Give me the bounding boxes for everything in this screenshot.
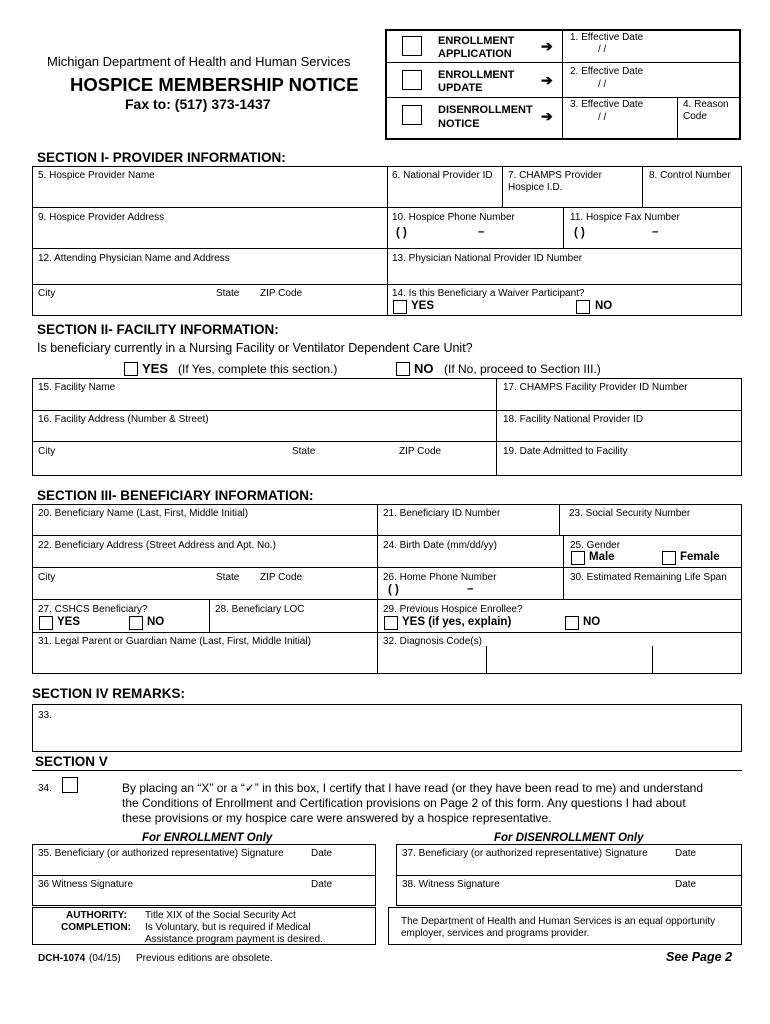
field-26-label: 26. Home Phone Number <box>383 572 497 583</box>
effective-date-1-field[interactable]: / / <box>598 44 607 55</box>
field-21-label: 21. Beneficiary ID Number <box>383 508 501 519</box>
field-31-label: 31. Legal Parent or Guardian Name (Last, First, Middle Initial) <box>38 636 311 647</box>
facility-yes-note: (If Yes, complete this section.) <box>178 362 338 376</box>
field-25-label: 25. Gender <box>570 540 621 551</box>
enrollment-application-checkbox[interactable] <box>402 36 422 56</box>
enrollment-application-label-1: ENROLLMENT <box>438 35 515 47</box>
certify-text-line-3: these provisions or my hospice care were answered by a hospice representative. <box>122 811 552 825</box>
disenrollment-notice-label-2: NOTICE <box>438 118 480 130</box>
prev-hospice-no-label: NO <box>583 616 601 628</box>
facility-question: Is beneficiary currently in a Nursing Facility or Ventilator Dependent Care Unit? <box>37 341 473 355</box>
cshcs-no-label: NO <box>147 616 165 628</box>
certify-text-line-1: By placing an “X” or a “✓” in this box, I certify that I have read (or they have been read to me) and understand <box>122 781 704 795</box>
completion-text-2: Assistance program payment is desired. <box>145 934 323 945</box>
effective-date-1-label: 1. Effective Date <box>570 32 644 43</box>
field-15-label: 15. Facility Name <box>38 382 116 393</box>
cshcs-no-checkbox[interactable] <box>129 616 143 630</box>
gender-female-label: Female <box>680 551 720 563</box>
enrollment-update-label-2: UPDATE <box>438 82 483 94</box>
hospice-fax-paren[interactable]: ( ) <box>574 227 585 239</box>
arrow-right-icon: ➔ <box>541 108 553 124</box>
section-3-title: SECTION III- BENEFICIARY INFORMATION: <box>37 488 314 503</box>
field-35-date-label: Date <box>311 848 333 859</box>
field-8-label: 8. Control Number <box>649 170 731 181</box>
gender-male-label: Male <box>589 551 615 563</box>
enrollment-only-header: For ENROLLMENT Only <box>142 832 273 844</box>
effective-date-2-field[interactable]: / / <box>598 79 607 90</box>
field-7-label-1: 7. CHAMPS Provider <box>508 170 602 181</box>
field-10-label: 10. Hospice Phone Number <box>392 212 515 223</box>
field-24-label: 24. Birth Date (mm/dd/yy) <box>383 540 497 551</box>
certify-checkbox[interactable] <box>62 777 78 793</box>
facility-no-note: (If No, proceed to Section III.) <box>444 362 601 376</box>
gender-male-checkbox[interactable] <box>571 551 585 565</box>
field-38-date-label: Date <box>675 879 697 890</box>
section-4-title: SECTION IV REMARKS: <box>32 686 186 701</box>
cshcs-yes-checkbox[interactable] <box>39 616 53 630</box>
effective-date-2-label: 2. Effective Date <box>570 66 644 77</box>
field-12-label: 12. Attending Physician Name and Address <box>38 253 230 264</box>
field-29-label: 29. Previous Hospice Enrollee? <box>383 604 523 615</box>
prev-hospice-yes-label: YES (if yes, explain) <box>402 616 512 628</box>
field-19-label: 19. Date Admitted to Facility <box>503 446 628 457</box>
facility-yes-label: YES <box>142 361 169 376</box>
field-13-label: 13. Physician National Provider ID Number <box>392 253 583 264</box>
field-30-label: 30. Estimated Remaining Life Span <box>570 572 727 583</box>
field-35-label: 35. Beneficiary (or authorized representative) Signature <box>38 848 284 859</box>
waiver-yes-checkbox[interactable] <box>393 300 407 314</box>
certify-text-line-2: the Conditions of Enrollment and Certification provisions on Page 2 of this form. Any questions I had about <box>122 796 686 810</box>
reason-code-label-2: Code <box>683 111 707 122</box>
beneficiary-state-label: State <box>216 572 240 583</box>
beneficiary-city-label: City <box>38 572 56 583</box>
arrow-right-icon: ➔ <box>541 38 553 54</box>
facility-no-checkbox[interactable] <box>396 362 410 376</box>
facility-city-label: City <box>38 446 56 457</box>
facility-no-label: NO <box>414 361 434 376</box>
authority-label: AUTHORITY: <box>66 910 127 921</box>
waiver-no-checkbox[interactable] <box>576 300 590 314</box>
hospice-fax-dash: – <box>652 226 659 238</box>
field-32-label: 32. Diagnosis Code(s) <box>383 636 482 647</box>
field-38-label: 38. Witness Signature <box>402 879 500 890</box>
section-2-title: SECTION II- FACILITY INFORMATION: <box>37 322 279 337</box>
form-id: DCH-1074 <box>38 953 86 964</box>
beneficiary-zip-label: ZIP Code <box>260 572 303 583</box>
waiver-no-label: NO <box>595 300 613 312</box>
prev-hospice-no-checkbox[interactable] <box>565 616 579 630</box>
disenrollment-notice-checkbox[interactable] <box>402 105 422 125</box>
field-36-label: 36 Witness Signature <box>38 879 134 890</box>
arrow-right-icon: ➔ <box>541 72 553 88</box>
home-phone-paren[interactable]: ( ) <box>388 584 399 596</box>
form-revision: (04/15) <box>89 953 121 964</box>
zip-label: ZIP Code <box>260 288 303 299</box>
cshcs-yes-label: YES <box>57 616 81 628</box>
field-7-label-2: Hospice I.D. <box>508 182 563 193</box>
waiver-yes-label: YES <box>411 300 435 312</box>
field-23-label: 23. Social Security Number <box>569 508 691 519</box>
fax-number: Fax to: (517) 373-1437 <box>125 96 271 112</box>
section-3-table <box>32 504 742 674</box>
reason-code-label-1: 4. Reason <box>683 99 729 110</box>
gender-female-checkbox[interactable] <box>662 551 676 565</box>
facility-zip-label: ZIP Code <box>399 446 442 457</box>
enrollment-update-checkbox[interactable] <box>402 70 422 90</box>
authority-text: Title XIX of the Social Security Act <box>145 910 296 921</box>
city-label: City <box>38 288 56 299</box>
completion-label: COMPLETION: <box>61 922 131 933</box>
field-14-label: 14. Is this Beneficiary a Waiver Participant? <box>392 288 585 299</box>
field-5-label: 5. Hospice Provider Name <box>38 170 155 181</box>
hospice-phone-dash: – <box>478 226 485 238</box>
field-17-label: 17. CHAMPS Facility Provider ID Number <box>503 382 688 393</box>
disenrollment-notice-label-1: DISENROLLMENT <box>438 104 533 116</box>
home-phone-dash: – <box>467 583 474 595</box>
field-22-label: 22. Beneficiary Address (Street Address and Apt. No.) <box>38 540 276 551</box>
effective-date-3-label: 3. Effective Date <box>570 99 644 110</box>
obsolete-note: Previous editions are obsolete. <box>136 953 273 964</box>
field-33-label: 33. <box>38 710 52 721</box>
field-18-label: 18. Facility National Provider ID <box>503 414 644 425</box>
facility-yes-checkbox[interactable] <box>124 362 138 376</box>
facility-state-label: State <box>292 446 316 457</box>
field-6-label: 6. National Provider ID <box>392 170 493 181</box>
field-37-label: 37. Beneficiary (or authorized representative) Signature <box>402 848 648 859</box>
remarks-box[interactable] <box>32 704 742 752</box>
see-page-2-link[interactable]: See Page 2 <box>666 950 733 964</box>
field-27-label: 27. CSHCS Beneficiary? <box>38 604 148 615</box>
disenrollment-only-header: For DISENROLLMENT Only <box>494 832 644 844</box>
enrollment-update-label-1: ENROLLMENT <box>438 69 515 81</box>
effective-date-3-field[interactable]: / / <box>598 112 607 123</box>
field-16-label: 16. Facility Address (Number & Street) <box>38 414 209 425</box>
eeo-text-2: employer, services and programs provider. <box>401 928 590 939</box>
agency-name: Michigan Department of Health and Human Services <box>47 54 351 69</box>
field-36-date-label: Date <box>311 879 333 890</box>
field-28-label: 28. Beneficiary LOC <box>215 604 305 615</box>
completion-text-1: Is Voluntary, but is required if Medical <box>145 922 311 933</box>
field-11-label: 11. Hospice Fax Number <box>570 212 680 223</box>
form-title: HOSPICE MEMBERSHIP NOTICE <box>70 74 359 95</box>
field-20-label: 20. Beneficiary Name (Last, First, Middle Initial) <box>38 508 249 519</box>
field-34-label: 34. <box>38 783 52 794</box>
state-label: State <box>216 288 240 299</box>
section-1-title: SECTION I- PROVIDER INFORMATION: <box>37 150 286 165</box>
eeo-text-1: The Department of Health and Human Services is an equal opportunity <box>401 916 716 927</box>
section-5-title: SECTION V <box>35 754 108 769</box>
enrollment-application-label-2: APPLICATION <box>438 48 512 60</box>
prev-hospice-yes-checkbox[interactable] <box>384 616 398 630</box>
field-37-date-label: Date <box>675 848 697 859</box>
hospice-phone-paren[interactable]: ( ) <box>396 227 407 239</box>
field-9-label: 9. Hospice Provider Address <box>38 212 165 223</box>
